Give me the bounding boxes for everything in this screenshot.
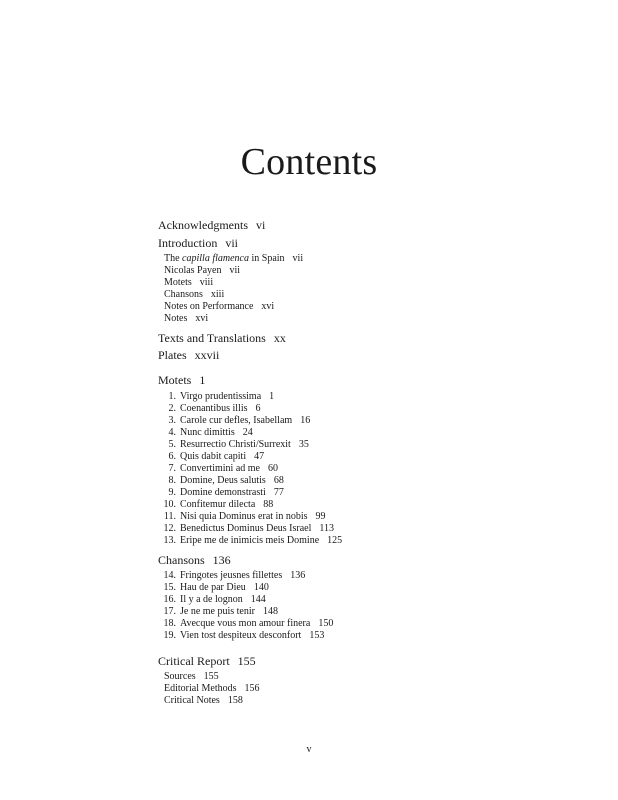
entry-label: Critical Report [158,654,230,668]
toc-entry-acknowledgments [158,218,265,233]
entry-page: 1 [199,373,206,387]
toc-item: 9. Domine demonstrasti 77 [168,487,284,498]
toc-item: 17. Je ne me puis tenir 148 [163,606,278,617]
page-number: v [306,744,312,755]
entry-page: vii [225,236,238,250]
entry-label: Introduction [158,236,218,250]
toc-subentry: Notes on Performance xvi [164,301,275,312]
toc-subentry: Editorial Methods 156 [164,683,260,694]
toc-subentry: The capilla flamenca in Spain vii [164,253,304,264]
entry-page: 136 [212,553,231,567]
toc-item: 2. Coenantibus illis 6 [168,403,261,414]
entry-label: Acknowledgments [158,218,248,232]
toc-subentry: Motets viii [164,277,214,288]
toc-item: 10. Confitemur dilecta 88 [163,499,274,510]
toc-item: 15. Hau de par Dieu 140 [163,582,269,593]
toc-item: 5. Resurrectio Christi/Surrexit 35 [168,439,309,450]
toc-item: 16. Il y a de lognon 144 [163,594,266,605]
entry-page: vi [255,218,266,232]
toc-item: 8. Domine, Deus salutis 68 [168,475,284,486]
entry-label: Chansons [158,553,205,567]
page-title: Contents [240,141,378,183]
toc-subentry: Chansons xiii [164,289,225,300]
toc-item: 1. Virgo prudentissima 1 [168,391,275,402]
toc-entry-chansons [158,553,231,568]
toc-item: 3. Carole cur defles, Isabellam 16 [168,415,311,426]
entry-page: xx [273,331,286,345]
entry-label: Texts and Translations [158,331,266,345]
toc-item: 7. Convertimini ad me 60 [168,463,278,474]
entry-label: Motets [158,373,192,387]
toc-entry-plates [158,348,219,363]
toc-subentry: Critical Notes 158 [164,695,243,706]
entry-label: Plates [158,348,187,362]
toc-item: 6. Quis dabit capiti 47 [168,451,265,462]
toc-item: 4. Nunc dimittis 24 [168,427,253,438]
toc-subentry: Sources 155 [164,671,219,682]
toc-item: 14. Fringotes jeusnes fillettes 136 [163,570,306,581]
toc-item: 19. Vien tost despiteux desconfort 153 [163,630,325,641]
toc-subentry: Nicolas Payen vii [164,265,241,276]
toc-entry-motets [158,373,205,388]
toc-subentry: Notes xvi [164,313,209,324]
entry-page: xxvii [194,348,220,362]
toc-item: 13. Eripe me de inimicis meis Domine 125 [163,535,343,546]
toc-entry-introduction [158,236,238,251]
toc-item: 11. Nisi quia Dominus erat in nobis 99 [163,511,326,522]
toc-entry-texts-translations [158,331,286,346]
toc-item: 18. Avecque vous mon amour finera 150 [163,618,334,629]
entry-page: 155 [237,654,256,668]
toc-entry-critical-report [158,654,256,669]
toc-item: 12. Benedictus Dominus Deus Israel 113 [163,523,335,534]
